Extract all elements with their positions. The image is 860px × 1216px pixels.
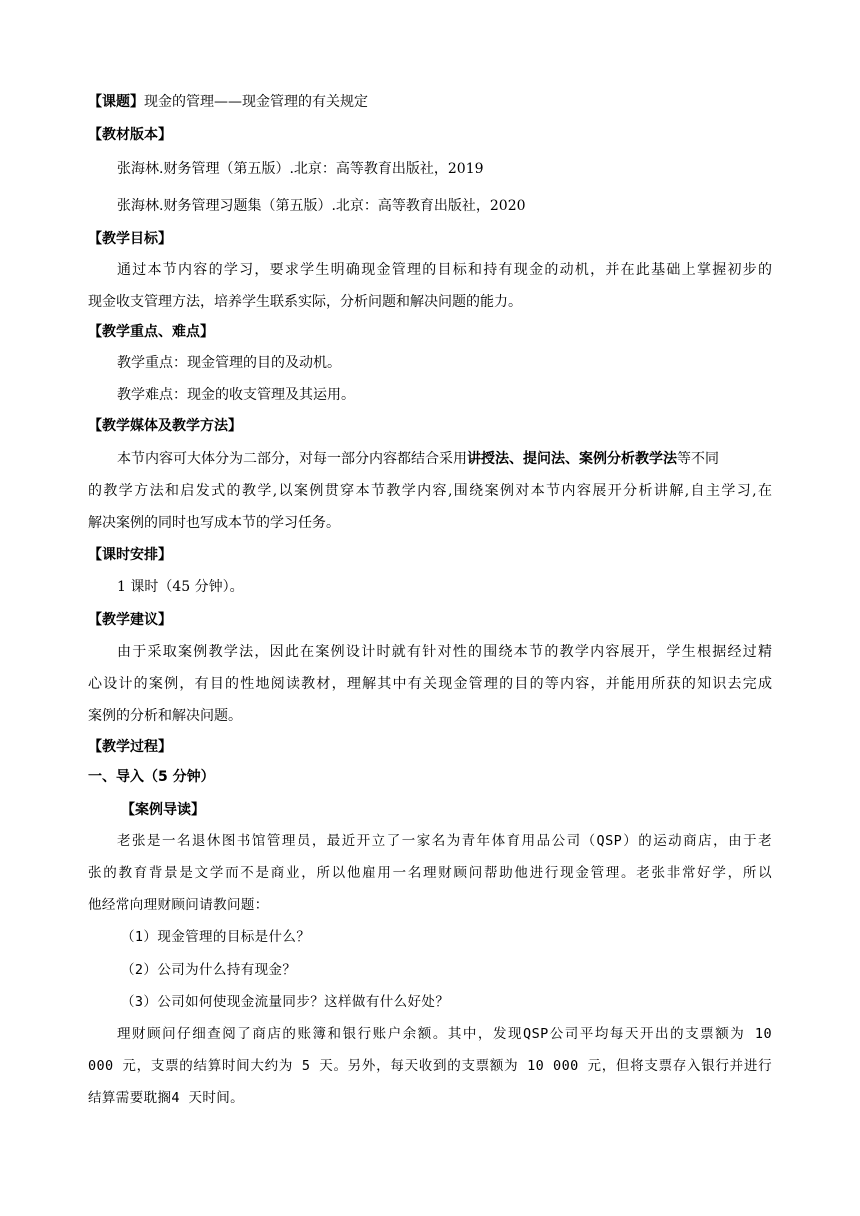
case-detail-line-3: 结算需要耽搁4 天时间。 — [88, 1090, 245, 1106]
suggestions-line-1: 由于采取案例教学法，因此在案例设计时就有针对性的围绕本节的教学内容展开，学生根据经过精 — [117, 644, 772, 660]
case-detail-line-2: 000 元，支票的结算时间大约为 5 天。另外，每天收到的支票额为 10 000 元，但将支票存入银行并进行 — [88, 1058, 772, 1074]
case-heading: 【案例导读】 — [121, 802, 205, 818]
case-line-2: 张的教育背景是文学而不是商业，所以他雇用一名理财顾问帮助他进行现金管理。老张非常好学，所以 — [88, 865, 772, 881]
textbook-heading: 【教材版本】 — [88, 127, 172, 143]
course-title-text: 现金的管理——现金管理的有关规定 — [144, 94, 368, 110]
course-title-label: 【课题】 — [88, 94, 144, 110]
suggestions-line-2: 心设计的案例，有目的性地阅读教材，理解其中有关现金管理的目的等内容，并能用所获的知识去完成 — [88, 676, 772, 692]
case-line-3: 他经常向理财顾问请教问题： — [88, 897, 269, 913]
process-section-1: 一、导入（5 分钟） — [88, 769, 215, 785]
case-detail-line-1: 理财顾问仔细查阅了商店的账簿和银行账户余额。其中，发现QSP公司平均每天开出的支票额为 10 — [117, 1026, 772, 1042]
methods-heading: 【教学媒体及教学方法】 — [88, 418, 242, 434]
key-point-focus: 教学重点：现金管理的目的及动机。 — [117, 355, 341, 371]
objectives-line-2: 现金收支管理方法，培养学生联系实际，分析问题和解决问题的能力。 — [88, 294, 522, 310]
textbook-item-2: 张海林.财务管理习题集（第五版）.北京：高等教育出版社，2020 — [117, 198, 526, 214]
case-question-3: （3）公司如何使现金流量同步？这样做有什么好处？ — [121, 994, 450, 1010]
case-line-1: 老张是一名退休图书馆管理员，最近开立了一家名为青年体育用品公司（QSP）的运动商店，由于老 — [117, 833, 772, 849]
methods-line-3: 解决案例的同时也写成本节的学习任务。 — [88, 515, 340, 531]
suggestions-line-3: 案例的分析和解决问题。 — [88, 708, 242, 724]
objectives-heading: 【教学目标】 — [88, 231, 172, 247]
case-question-1: （1）现金管理的目标是什么？ — [121, 929, 311, 945]
textbook-item-1: 张海林.财务管理（第五版）.北京：高等教育出版社，2019 — [117, 161, 484, 177]
schedule-text: 1 课时（45 分钟）。 — [117, 579, 244, 595]
methods-line-2: 的教学方法和启发式的教学,以案例贯穿本节教学内容,围绕案例对本节内容展开分析讲解,自主学习,在 — [88, 483, 772, 499]
key-points-heading: 【教学重点、难点】 — [88, 324, 214, 340]
case-question-2: （2）公司为什么持有现金？ — [121, 962, 297, 978]
key-point-difficulty: 教学难点：现金的收支管理及其运用。 — [117, 387, 355, 403]
objectives-line-1: 通过本节内容的学习，要求学生明确现金管理的目标和持有现金的动机，并在此基础上掌握初步的 — [117, 262, 772, 278]
methods-line-1-pre: 本节内容可大体分为二部分，对每一部分内容都结合采用 — [117, 451, 467, 467]
methods-line-1 — [117, 449, 772, 469]
process-heading: 【教学过程】 — [88, 739, 172, 755]
schedule-heading: 【课时安排】 — [88, 547, 172, 563]
methods-line-1-bold: 讲授法、提问法、案例分析教学法 — [467, 451, 677, 467]
course-title — [88, 92, 772, 112]
suggestions-heading: 【教学建议】 — [88, 612, 172, 628]
methods-line-1-post: 等不同 — [677, 451, 719, 467]
